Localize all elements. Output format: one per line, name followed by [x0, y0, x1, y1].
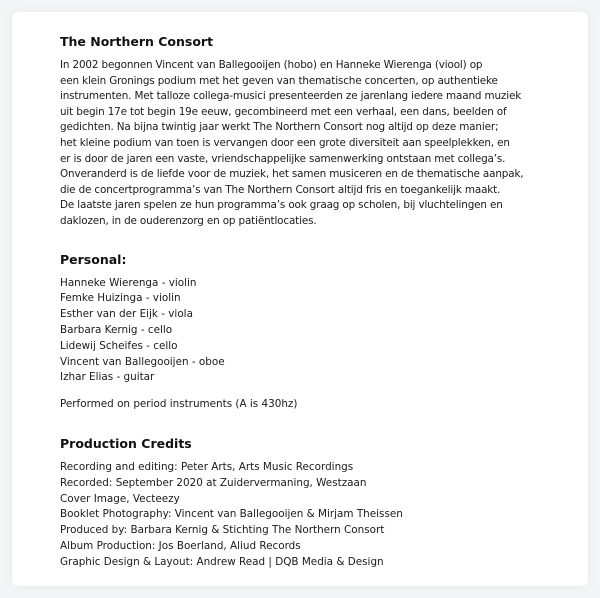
list-item: Graphic Design & Layout: Andrew Read | DQB Media & Design — [60, 555, 384, 568]
personal-list — [60, 276, 560, 387]
intro-line: die de concertprogramma’s van The Northern Consort altijd fris en toegankelijk maakt. — [60, 183, 501, 196]
intro-line: er is door de jaren een vaste, vriendschappelijke samenwerking ontstaan met collega’s. — [60, 152, 506, 165]
credits-list — [60, 460, 560, 571]
intro-line: een klein Gronings podium met het geven van thematische concerten, op authentieke — [60, 74, 498, 87]
list-item: Vincent van Ballegooijen - oboe — [60, 355, 225, 368]
list-item: Izhar Elias - guitar — [60, 371, 155, 384]
intro-line: daklozen, in de ouderenzorg en op patiëntlocaties. — [60, 214, 317, 227]
personal-heading: Personal: — [60, 251, 127, 267]
list-item: Album Production: Jos Boerland, Aliud Records — [60, 539, 301, 552]
credits-heading: Production Credits — [60, 435, 192, 451]
intro-line: uit begin 17e tot begin 19e eeuw, gecombineerd met een verhaal, een dans, beelden of — [60, 105, 507, 118]
list-item: Cover Image, Vecteezy — [60, 492, 180, 505]
list-item: Barbara Kernig - cello — [60, 323, 173, 336]
page-content — [60, 34, 560, 570]
booklet-page — [12, 12, 588, 586]
list-item: Hanneke Wierenga - violin — [60, 276, 197, 289]
list-item: Booklet Photography: Vincent van Ballegooijen & Mirjam Theissen — [60, 508, 403, 521]
list-item: Esther van der Eijk - viola — [60, 308, 193, 321]
list-item: Recording and editing: Peter Arts, Arts Music Recordings — [60, 460, 354, 473]
instrument-note: Performed on period instruments (A is 430hz) — [60, 398, 298, 411]
intro-paragraph — [60, 58, 560, 230]
page-title: The Northern Consort — [60, 34, 214, 49]
intro-line: het kleine podium van toen is vervangen door een grote diversiteit aan speelplekken, en — [60, 136, 510, 149]
intro-line: Onveranderd is de liefde voor de muziek, het samen musiceren en de thematische aanpak, — [60, 168, 524, 181]
intro-line: instrumenten. Met talloze collega-musici presenteerden ze jarenlang iedere maand muziek — [60, 90, 522, 103]
intro-line: In 2002 begonnen Vincent van Ballegooijen (hobo) en Hanneke Wierenga (viool) op — [60, 59, 483, 71]
intro-line: De laatste jaren spelen ze hun programma’s ook graag op scholen, bij vluchtelingen en — [60, 199, 503, 212]
intro-line: gedichten. Na bijna twintig jaar werkt The Northern Consort nog altijd op deze manier; — [60, 121, 499, 134]
list-item: Lidewij Scheifes - cello — [60, 339, 178, 352]
list-item: Recorded: September 2020 at Zuidervermaning, Westzaan — [60, 476, 367, 489]
list-item: Femke Huizinga - violin — [60, 292, 181, 305]
list-item: Produced by: Barbara Kernig & Stichting The Northern Consort — [60, 524, 385, 537]
